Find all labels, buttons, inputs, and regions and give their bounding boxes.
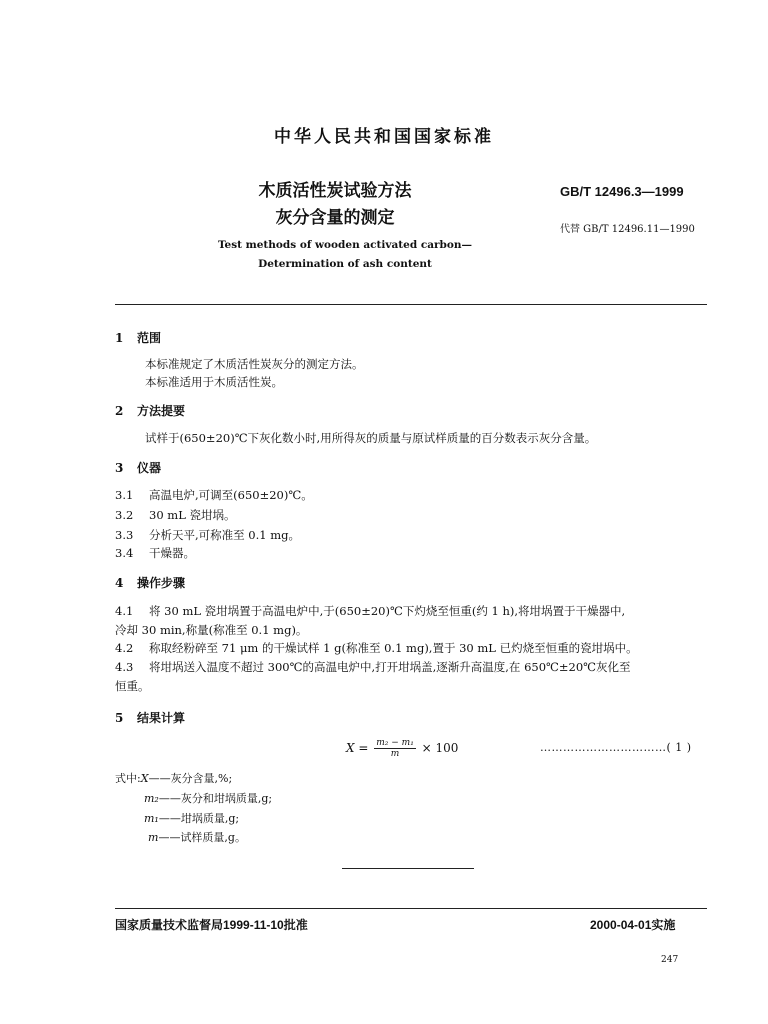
section-heading-calculation [115, 709, 185, 726]
formula-fraction [374, 738, 416, 759]
variable-symbol: m₁ [144, 812, 159, 825]
standard-number: GB/T 12496.3—1999 [560, 184, 684, 199]
scope-paragraph-2: 本标准适用于木质活性炭。 [145, 375, 283, 389]
equation-number: ( 1 ) [666, 741, 692, 754]
item-number: 3.1 [115, 488, 134, 502]
where-lead: 式中: [115, 772, 141, 785]
procedure-step [115, 659, 631, 675]
variable-definition [115, 770, 232, 786]
scope-paragraph-1: 本标准规定了木质活性炭灰分的测定方法。 [145, 357, 364, 371]
variable-symbol: X [140, 772, 149, 785]
item-number: 3.3 [115, 528, 134, 542]
formula-multiplier: × 100 [421, 741, 459, 755]
item-number: 3.2 [115, 508, 134, 522]
item-text: 将 30 mL 瓷坩埚置于高温电炉中,于(650±20)℃下灼烧至恒重(约 1 h),将坩埚置于干燥器中, [149, 604, 626, 618]
section-heading-scope [115, 329, 161, 346]
replaces-standard: 代替 GB/T 12496.11—1990 [560, 224, 695, 235]
variable-description: ——试样质量,g。 [158, 831, 246, 844]
leader-dots: …………………………… [540, 741, 667, 754]
section-title: 范围 [137, 331, 162, 345]
page-number: 247 [661, 955, 679, 965]
section-number: 4 [115, 576, 124, 590]
item-text: 高温电炉,可调至(650±20)℃。 [149, 488, 313, 502]
english-title-line-2: Determination of ash content [258, 258, 432, 270]
item-text: 干燥器。 [149, 546, 195, 560]
footer-divider [115, 908, 707, 909]
ash-content-formula [346, 738, 458, 759]
item-number: 4.1 [115, 604, 134, 618]
formula-denominator: m [390, 749, 400, 759]
item-text: 将坩埚送入温度不超过 300℃的高温电炉中,打开坩埚盖,逐渐升高温度,在 650℃±20℃灰化至 [149, 660, 631, 674]
item-number: 4.3 [115, 660, 134, 674]
section-number: 3 [115, 461, 124, 475]
item-text: 称取经粉碎至 71 μm 的干燥试样 1 g(称准至 0.1 mg),置于 30 mL 已灼烧至恒重的瓷坩埚中。 [149, 641, 638, 655]
item-number: 4.2 [115, 641, 134, 655]
section-heading-method-summary [115, 402, 185, 419]
item-text: 30 mL 瓷坩埚。 [149, 508, 236, 522]
apparatus-item [115, 507, 236, 523]
variable-definition [144, 790, 272, 806]
section-number: 5 [115, 711, 124, 725]
procedure-step-continuation: 恒重。 [115, 679, 150, 693]
formula-lhs: X = [346, 741, 369, 755]
header-divider [115, 304, 707, 305]
end-of-text-rule [342, 868, 474, 869]
formula-number [540, 741, 692, 754]
implementation-date: 2000-04-01实施 [590, 918, 676, 932]
variable-symbol: m [148, 831, 159, 844]
section-title: 结果计算 [137, 711, 186, 725]
variable-definition [144, 810, 239, 826]
apparatus-item [115, 487, 313, 503]
approval-date: 国家质量技术监督局1999-11-10批准 [115, 918, 308, 932]
formula-numerator: m₂ − m₁ [376, 738, 414, 748]
section-title: 方法提要 [137, 404, 186, 418]
section-title: 操作步骤 [137, 576, 186, 590]
section-heading-apparatus [115, 459, 161, 476]
english-title-line-1: Test methods of wooden activated carbon— [217, 239, 473, 251]
apparatus-item [115, 527, 300, 543]
section-number: 1 [115, 331, 124, 345]
variable-description: ——灰分和坩埚质量,g; [158, 792, 273, 805]
chinese-title-line-2: 灰分含量的测定 [275, 208, 395, 228]
item-number: 3.4 [115, 546, 134, 560]
apparatus-item [115, 545, 195, 561]
procedure-step-continuation: 冷却 30 min,称量(称准至 0.1 mg)。 [115, 623, 308, 637]
variable-symbol: m₂ [144, 792, 159, 805]
item-text: 分析天平,可称准至 0.1 mg。 [149, 528, 301, 542]
variable-description: ——坩埚质量,g; [158, 812, 240, 825]
procedure-step [115, 640, 638, 656]
variable-definition [148, 829, 246, 845]
method-summary-paragraph: 试样于(650±20)℃下灰化数小时,用所得灰的质量与原试样质量的百分数表示灰分含量。 [145, 431, 597, 445]
procedure-step [115, 603, 625, 619]
chinese-title-line-1: 木质活性炭试验方法 [258, 181, 412, 201]
national-standard-heading: 中华人民共和国国家标准 [274, 127, 494, 147]
section-heading-procedure [115, 574, 185, 591]
section-number: 2 [115, 404, 124, 418]
variable-description: ——灰分含量,%; [148, 772, 233, 785]
section-title: 仪器 [137, 461, 162, 475]
